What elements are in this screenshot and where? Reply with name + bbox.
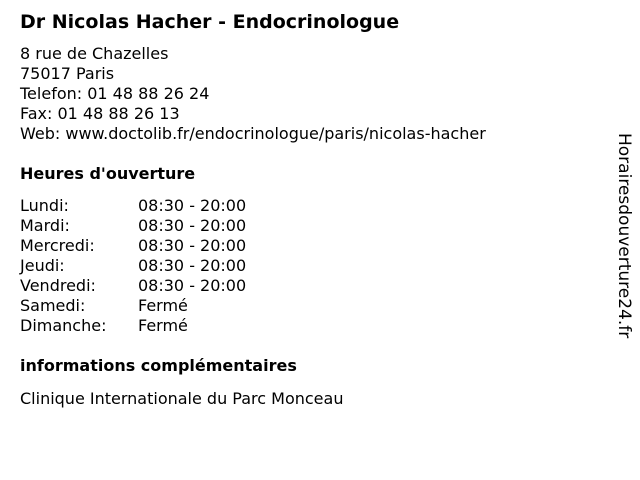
street-address: 8 rue de Chazelles	[20, 44, 169, 63]
day-label: Vendredi:	[20, 276, 96, 295]
day-label: Samedi:	[20, 296, 86, 315]
hours-row-wednesday	[20, 236, 246, 256]
fax-number: Fax: 01 48 88 26 13	[20, 104, 180, 123]
hours-row-tuesday	[20, 216, 246, 236]
contact-block	[20, 44, 600, 144]
day-hours: 08:30 - 20:00	[138, 236, 247, 255]
opening-hours-table	[20, 196, 246, 336]
additional-info-text: Clinique Internationale du Parc Monceau	[20, 389, 344, 408]
day-label: Mardi:	[20, 216, 70, 235]
day-hours: Fermé	[138, 316, 188, 335]
day-hours: Fermé	[138, 296, 188, 315]
city-address: 75017 Paris	[20, 64, 115, 83]
site-brand-vertical: Horairesdouverture24.fr	[614, 133, 634, 339]
hours-row-friday	[20, 276, 246, 296]
opening-hours-heading: Heures d'ouverture	[20, 164, 196, 183]
day-label: Dimanche:	[20, 316, 107, 335]
day-label: Jeudi:	[20, 256, 65, 275]
practice-card	[20, 10, 600, 409]
day-label: Lundi:	[20, 196, 69, 215]
day-hours: 08:30 - 20:00	[138, 256, 247, 275]
hours-row-monday	[20, 196, 246, 216]
day-hours: 08:30 - 20:00	[138, 216, 247, 235]
day-hours: 08:30 - 20:00	[138, 196, 247, 215]
day-label: Mercredi:	[20, 236, 95, 255]
page-title: Dr Nicolas Hacher - Endocrinologue	[20, 11, 400, 33]
phone-number: Telefon: 01 48 88 26 24	[20, 84, 210, 103]
hours-row-sunday	[20, 316, 246, 336]
hours-row-thursday	[20, 256, 246, 276]
day-hours: 08:30 - 20:00	[138, 276, 247, 295]
website-line: Web: www.doctolib.fr/endocrinologue/paris/nicolas-hacher	[20, 124, 486, 143]
hours-row-saturday	[20, 296, 246, 316]
additional-info-heading: informations complémentaires	[20, 356, 297, 375]
